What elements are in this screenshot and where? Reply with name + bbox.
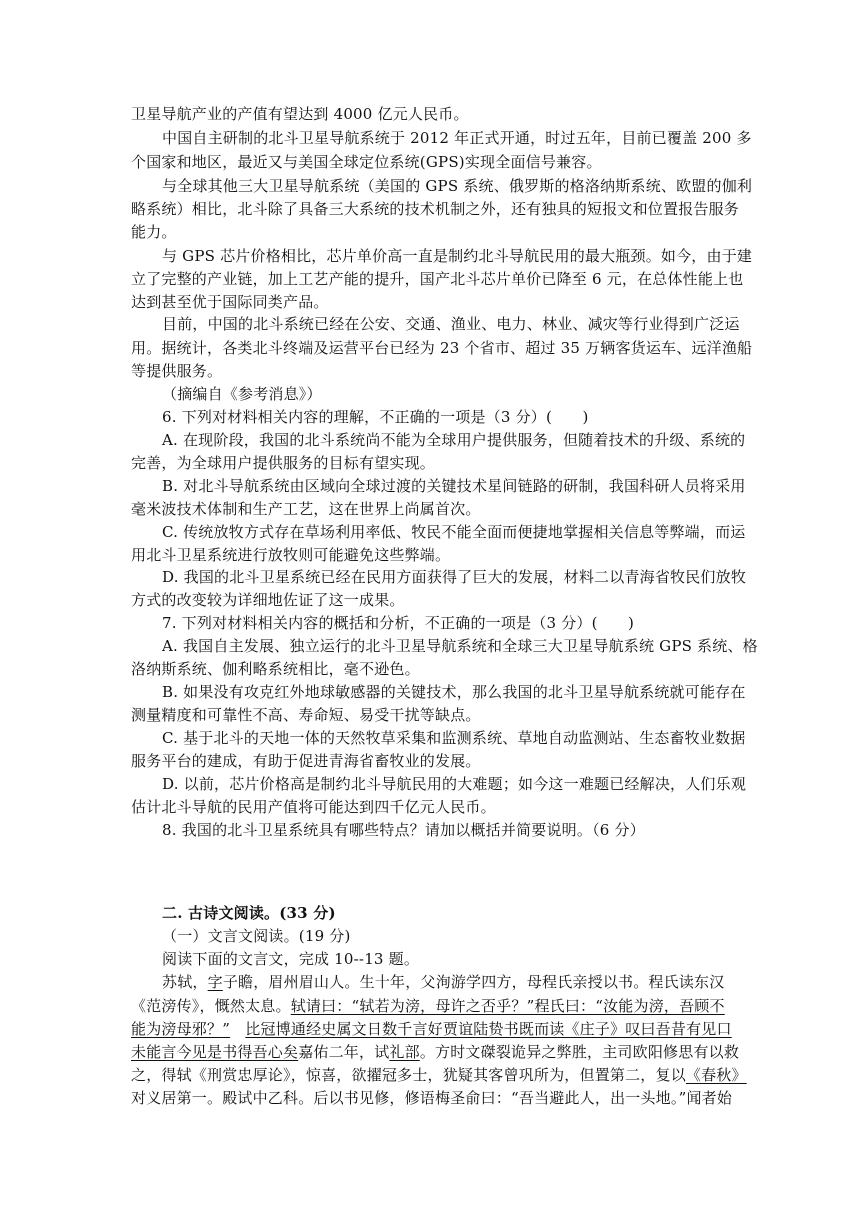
text-segment: 《范滂传》，慨然太息。 (131, 997, 291, 1015)
punctuation-exercise: 比冠博通经史属文日数千言好贾谊陆贽书既而读《庄子》叹曰吾昔有见口 (245, 1020, 732, 1038)
text-segment: 子瞻，眉州眉山人。生十年，父洵游学四方，母程氏亲授以书。程氏读东汉 (222, 973, 725, 991)
question-6-option-a: A. 在现阶段，我国的北斗系统尚不能为全球用户提供服务，但随着技术的升级、系统的 (162, 431, 746, 449)
passage-line: 目前，中国的北斗系统已经在公安、交通、渔业、电力、林业、减灾等行业得到广泛运 (162, 315, 740, 333)
question-7-option-d-cont: 估计北斗导航的民用产值将可能达到四千亿元人民币。 (131, 798, 496, 816)
passage-line: 略系统）相比，北斗除了具备三大系统的技术机制之外，还有独具的短报文和位置报告服务 (131, 200, 740, 218)
passage-line: 与全球其他三大卫星导航系统（美国的 GPS 系统、俄罗斯的格洛纳斯系统、欧盟的伽利 (162, 177, 753, 195)
classical-text-line (162, 971, 724, 993)
text-segment: 嘉佑二年，试 (298, 1043, 390, 1061)
question-7-option-a-cont: 洛纳斯系统、伽利略系统相比，毫不逊色。 (131, 660, 420, 678)
question-6-option-b: B. 对北斗导航系统由区域向全球过渡的关键技术星间链路的研制，我国科研人员将采用 (162, 477, 746, 495)
underlined-sentence: 轼请曰：“轼若为滂，母许之否乎？”程氏曰：“汝能为滂，吾顾不 (290, 997, 725, 1015)
underlined-word: 《春秋》 (685, 1066, 747, 1084)
question-6-option-c: C. 传统放牧方式存在草场利用率低、牧民不能全面而便捷地掌握相关信息等弊端，而运 (162, 523, 746, 541)
passage-line: 等提供服务。 (131, 362, 223, 380)
underlined-word: 礼部 (389, 1043, 420, 1061)
question-7-option-a: A. 我国自主发展、独立运行的北斗卫星导航系统和全球三大卫星导航系统 GPS 系统、格 (162, 637, 758, 655)
question-7-stem: 7. 下列对材料相关内容的概括和分析，不正确的一项是（3 分）( ) (162, 614, 635, 632)
classical-text-line: 对义居第一。殿试中乙科。后以书见修，修语梅圣俞曰：“吾当避此人，出一头地。”闻者始 (131, 1089, 733, 1107)
text-gap (230, 1020, 245, 1038)
question-6-option-b-cont: 毫米波技术体制和生产工艺，这在世界上尚属首次。 (131, 500, 481, 518)
text-segment: 苏轼， (162, 973, 208, 991)
reading-instructions: 阅读下面的文言文，完成 10--13 题。 (162, 950, 420, 968)
section-heading: 二. 古诗文阅读。(33 分) (162, 904, 336, 922)
question-7-option-b: B. 如果没有攻克红外地球敏感器的关键技术，那么我国的北斗卫星导航系统就可能存在 (162, 683, 746, 701)
classical-text-line (131, 1064, 747, 1086)
passage-line: 用。据统计，各类北斗终端及运营平台已经为 23 个省市、超过 35 万辆客货运车、远洋渔船 (131, 339, 753, 357)
text-segment: 之，得轼《刑赏忠厚论》，惊喜，欲擢冠多士，犹疑其客曾巩所为，但置第二，复以 (131, 1066, 686, 1084)
subsection-heading: （一）文言文阅读。(19 分) (162, 927, 351, 945)
passage-line: 个国家和地区，最近又与美国全球定位系统(GPS)实现全面信号兼容。 (131, 153, 602, 171)
passage-line: 中国自主研制的北斗卫星导航系统于 2012 年正式开通，时过五年，目前已覆盖 200 多 (162, 129, 752, 147)
source-citation: （摘编自《参考消息》） (162, 385, 322, 403)
question-7-option-c: C. 基于北斗的天地一体的天然牧草采集和监测系统、草地自动监测站、生态畜牧业数据 (162, 729, 746, 747)
question-7-option-d: D. 以前，芯片价格高是制约北斗导航民用的大难题；如今这一难题已经解决，人们乐观 (162, 775, 747, 793)
classical-text-line (131, 995, 725, 1017)
passage-line: 卫星导航产业的产值有望达到 4000 亿元人民币。 (131, 105, 469, 123)
passage-line: 立了完整的产业链，加上工艺产能的提升，国产北斗芯片单价已降至 6 元，在总体性能上也 (131, 270, 744, 288)
classical-text-line (131, 1018, 732, 1040)
question-6-option-d-cont: 方式的改变较为详细地佐证了这一成果。 (131, 591, 405, 609)
punctuation-exercise: 未能言今见是书得吾心矣 (131, 1043, 299, 1061)
question-8: 8. 我国的北斗卫星系统具有哪些特点？请加以概括并简要说明。（6 分） (162, 821, 645, 839)
question-6-option-d: D. 我国的北斗卫星系统已经在民用方面获得了巨大的发展，材料二以青海省牧民们放牧 (162, 568, 747, 586)
passage-line: 能力。 (131, 223, 177, 241)
question-7-option-c-cont: 服务平台的建成，有助于促进青海省畜牧业的发展。 (131, 752, 481, 770)
underlined-sentence: 能为滂母邪？” (131, 1020, 231, 1038)
text-segment: 。方时文磔裂诡异之弊胜，主司欧阳修思有以救 (419, 1043, 740, 1061)
passage-line: 与 GPS 芯片价格相比，芯片单价高一直是制约北斗导航民用的最大瓶颈。如今，由于建 (162, 247, 753, 265)
question-6-option-a-cont: 完善，为全球用户提供服务的目标有望实现。 (131, 454, 436, 472)
classical-text-line (131, 1041, 739, 1063)
question-6-option-c-cont: 用北斗卫星系统进行放牧则可能避免这些弊端。 (131, 546, 451, 564)
question-6-stem: 6. 下列对材料相关内容的理解，不正确的一项是（3 分）( ) (162, 408, 589, 426)
passage-line: 达到甚至优于国际同类产品。 (131, 293, 329, 311)
underlined-word: 字 (207, 973, 223, 991)
question-7-option-b-cont: 测量精度和可靠性不高、寿命短、易受干扰等缺点。 (131, 706, 481, 724)
